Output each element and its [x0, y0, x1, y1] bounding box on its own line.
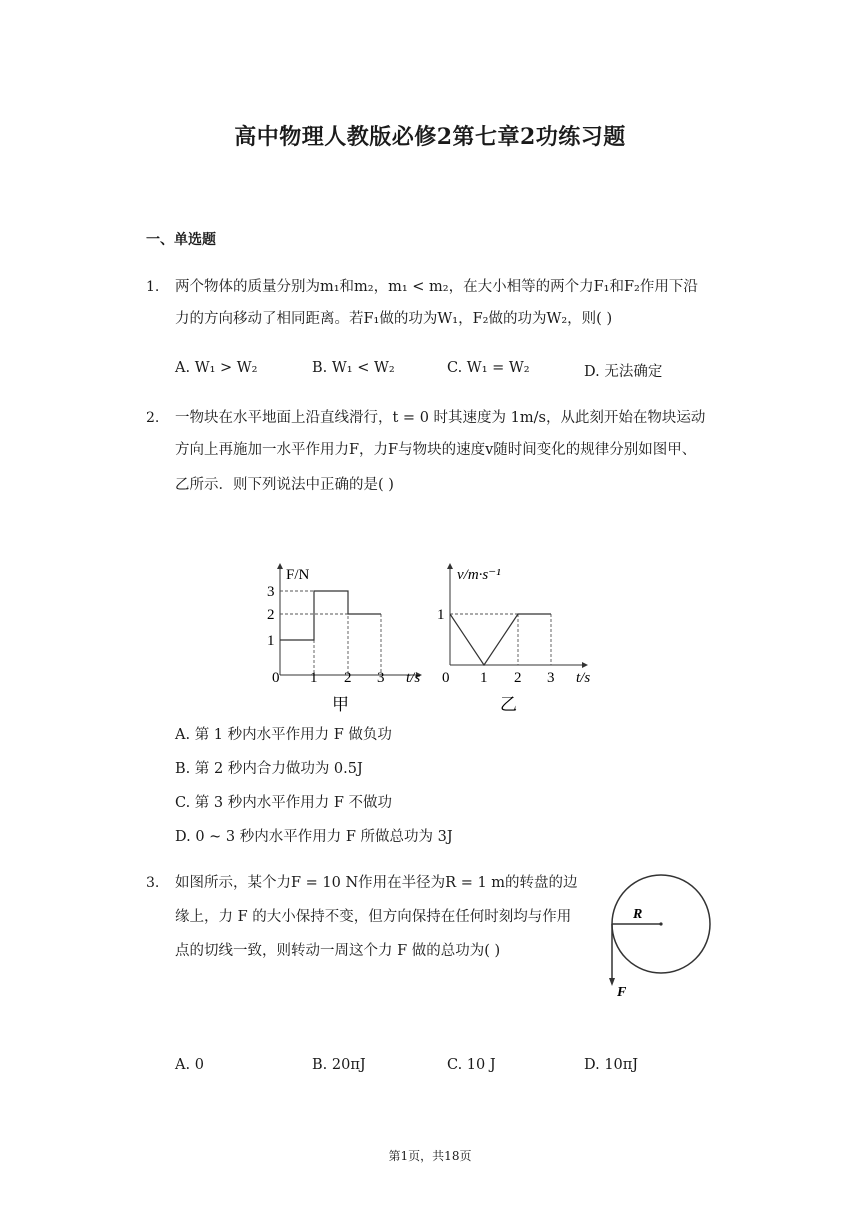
question-1-line-2: 力的方向移动了相同距离。若F₁做的功为W₁，F₂做的功为W₂，则( ): [175, 311, 613, 327]
question-2-line-3: 乙所示．则下列说法中正确的是( ): [175, 477, 394, 493]
graph-left-xtick-3: 3: [377, 670, 385, 686]
question-3-number: 3.: [146, 875, 160, 891]
question-3-option-d[interactable]: D. 10πJ: [584, 1057, 639, 1073]
force-label: F: [617, 985, 627, 1000]
center-dot: [659, 922, 662, 925]
question-1-line-1: 两个物体的质量分别为m₁和m₂，m₁ < m₂，在大小相等的两个力F₁和F₂作用下沿: [175, 279, 698, 295]
question-1-option-c[interactable]: C. W₁ = W₂: [447, 360, 530, 376]
question-2-line-2: 方向上再施加一水平作用力F，力F与物块的速度v随时间变化的规律分别如图甲、: [175, 442, 697, 458]
graph-left-xtick-2: 2: [344, 670, 352, 686]
graph-right-ylabel: v/m·s⁻¹: [457, 567, 501, 583]
force-arrow-head: [609, 978, 615, 986]
question-1-option-a[interactable]: A. W₁ > W₂: [175, 360, 258, 376]
page-title: 高中物理人教版必修2第七章2功练习题: [234, 124, 626, 150]
velocity-curve: [450, 614, 551, 665]
question-3-option-b[interactable]: B. 20πJ: [312, 1057, 366, 1073]
question-2-option-d[interactable]: D. 0 ~ 3 秒内水平作用力 F 所做总功为 3J: [175, 829, 453, 845]
question-2-option-a[interactable]: A. 第 1 秒内水平作用力 F 做负功: [175, 727, 392, 743]
graph-left-caption: 甲: [332, 695, 349, 714]
y-axis-arrow: [277, 563, 283, 569]
graph-force-time: [258, 560, 428, 720]
question-3-line-1: 如图所示，某个力F = 10 N作用在半径为R = 1 m的转盘的边: [175, 875, 578, 891]
question-2-option-c[interactable]: C. 第 3 秒内水平作用力 F 不做功: [175, 795, 393, 811]
question-2-number: 2.: [146, 410, 160, 426]
graph-right-xtick-1: 1: [480, 670, 488, 686]
graph-right-ytick-1: 1: [437, 607, 445, 623]
question-1-option-d[interactable]: D. 无法确定: [584, 364, 663, 380]
question-3-line-3: 点的切线一致，则转动一周这个力 F 做的总功为( ): [175, 943, 501, 959]
graph-left-origin: 0: [272, 670, 280, 686]
graph-left-ylabel: F/N: [286, 567, 310, 583]
graph-left-xtick-1: 1: [310, 670, 318, 686]
force-curve: [280, 591, 381, 640]
question-1-option-b[interactable]: B. W₁ < W₂: [312, 360, 395, 376]
graph-left-ytick-3: 3: [267, 584, 275, 600]
graph-right-xtick-3: 3: [547, 670, 555, 686]
question-2-option-b[interactable]: B. 第 2 秒内合力做功为 0.5J: [175, 761, 363, 777]
graph-right-xlabel: t/s: [576, 670, 591, 686]
question-3-option-c[interactable]: C. 10 J: [447, 1057, 496, 1073]
graph-right-origin: 0: [442, 670, 450, 686]
y-axis-arrow: [447, 563, 453, 569]
page-footer: 第1页，共18页: [388, 1149, 472, 1163]
question-3-line-2: 缘上，力 F 的大小保持不变，但方向保持在任何时刻均与作用: [175, 909, 572, 925]
graph-velocity-time: [430, 560, 605, 720]
graph-left-ytick-1: 1: [267, 633, 275, 649]
x-axis-arrow: [582, 662, 588, 668]
question-2-line-1: 一物块在水平地面上沿直线滑行，t = 0 时其速度为 1m/s，从此刻开始在物块运动: [175, 410, 706, 426]
graph-left-ytick-2: 2: [267, 607, 275, 623]
question-3-option-a[interactable]: A. 0: [175, 1057, 204, 1073]
turntable-figure: [600, 860, 720, 1005]
graph-left-xlabel: t/s: [406, 670, 421, 686]
radius-label: R: [633, 907, 643, 922]
section-heading: 一、单选题: [146, 232, 216, 248]
question-1-number: 1.: [146, 279, 160, 295]
graph-right-xtick-2: 2: [514, 670, 522, 686]
graph-right-caption: 乙: [500, 695, 517, 714]
